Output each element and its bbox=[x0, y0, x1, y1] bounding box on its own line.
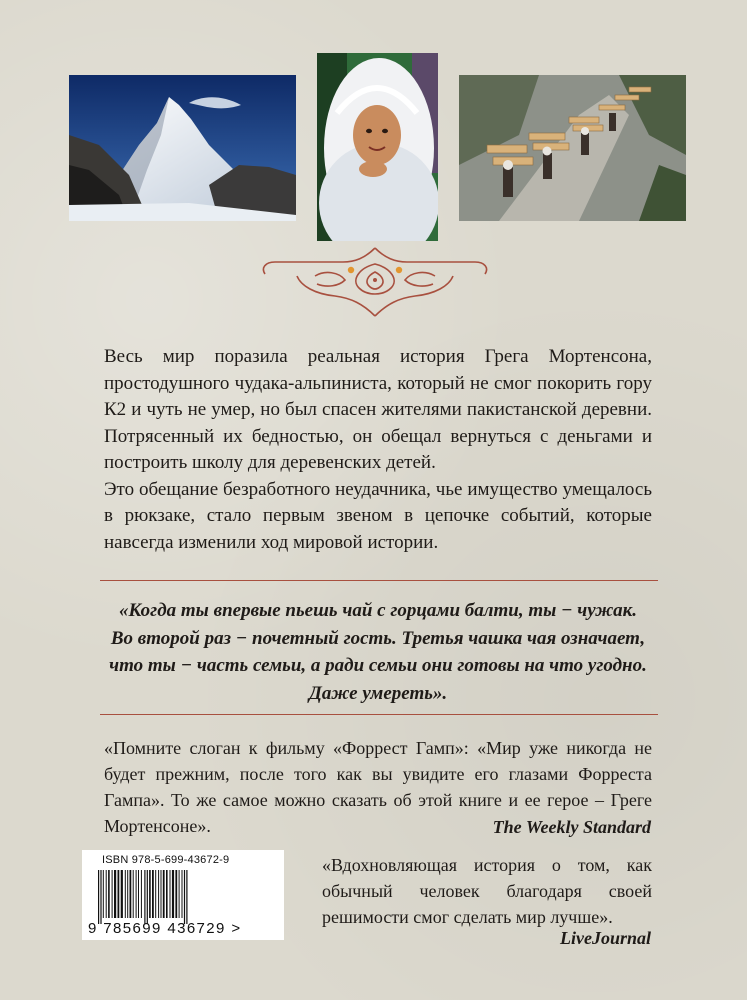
girl-portrait-photo bbox=[317, 53, 438, 241]
quote-line-2: Во второй раз − почетный гость. Третья чашка чая означает, bbox=[110, 627, 646, 649]
description-paragraph-1: Весь мир поразила реальная история Грега Мортенсона, простодушного чудака-альпиниста, который не смог покорить гору К2 и чуть не умер, но был спасен жителями пакистанской деревни. Потрясенный их бедностью, он обещал вернуться с деньгами и построить школу для деревенских детей. bbox=[104, 346, 652, 473]
porters-photo bbox=[459, 75, 686, 221]
isbn-barcode bbox=[82, 850, 284, 940]
description-paragraph-2: Это обещание безработного неудачника, чье имущество умещалось в рюкзаке, стало первым звеном в цепочке событий, которые навсегда изменили ход мировой истории. bbox=[104, 478, 652, 553]
pull-quote bbox=[104, 597, 652, 707]
porters-carrying-wood-photo-icon bbox=[459, 75, 686, 221]
review-text: «Вдохновляющая история о том, как обычный человек благодаря своей решимости смог сделать мир лучше». bbox=[322, 855, 652, 927]
decorative-ornament-icon bbox=[255, 242, 495, 322]
quote-line-3: что ты − часть семьи, а ради семьи они готовы на что угодно. bbox=[109, 655, 647, 676]
girl-portrait-photo-icon bbox=[317, 53, 438, 241]
k2-mountain-photo bbox=[69, 75, 296, 221]
barcode-icon bbox=[96, 870, 274, 924]
divider-bottom bbox=[100, 714, 658, 715]
isbn-label: ISBN 978-5-699-43672-9 bbox=[102, 854, 230, 866]
review-source: LiveJournal bbox=[559, 928, 651, 948]
book-description bbox=[104, 344, 652, 556]
quote-line-1: «Когда ты впервые пьешь чай с горцами балти, ты − чужак. bbox=[119, 600, 637, 621]
divider-top bbox=[100, 580, 658, 581]
review-source: The Weekly Standard bbox=[492, 817, 651, 837]
barcode-digits: 9 785699 436729 > bbox=[88, 920, 242, 937]
review-text: «Помните слоган к фильму «Форрест Гамп»: «Мир уже никогда не будет прежним, после того как вы увидите его глазами Форреста Гампа». То же самое можно сказать об этой книге и ее герое – Греге Мортенсоне». bbox=[104, 738, 652, 836]
quote-line-4: Даже умереть». bbox=[308, 682, 448, 704]
mountain-k2-photo-icon bbox=[69, 75, 296, 221]
